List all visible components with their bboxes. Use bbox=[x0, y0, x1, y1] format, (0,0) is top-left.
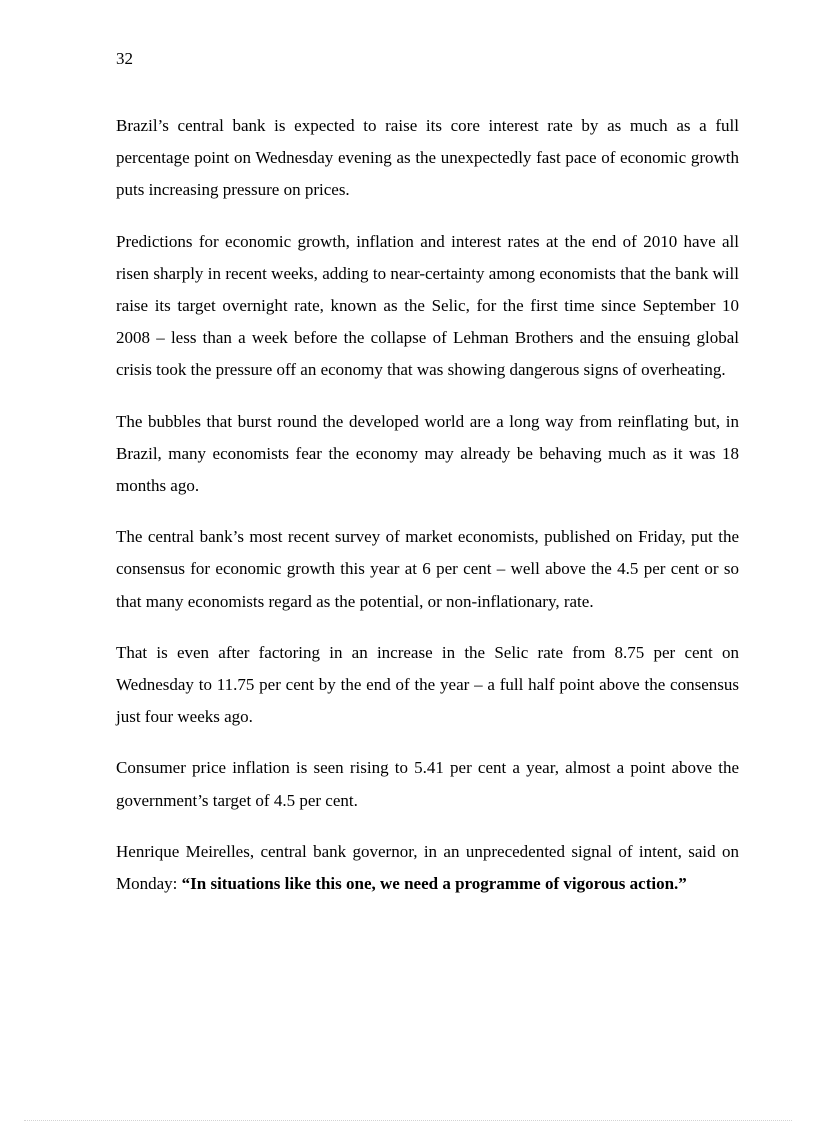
paragraph-meirelles-statement bbox=[116, 836, 739, 900]
paragraph-consumer-inflation: Consumer price inflation is seen rising to 5.41 per cent a year, almost a point above the government’s target of 4.5 per cent. bbox=[116, 758, 739, 810]
paragraph-selic-increase: That is even after factoring in an increase in the Selic rate from 8.75 per cent on Wednesday to 11.75 per cent by the end of the year – a full half point above the consensus just four weeks ago. bbox=[116, 642, 739, 727]
paragraph-predictions: Predictions for economic growth, inflation and interest rates at the end of 2010 have all risen sharply in recent weeks, adding to near-certainty among economists that the bank will raise its target overnight rate, known as the Selic, for the first time since September 10 2008 – less than a week before the collapse of Lehman Brothers and the ensuing global crisis took the pressure off an economy that was showing dangerous signs of overheating. bbox=[116, 231, 739, 380]
paragraph-survey: The central bank’s most recent survey of market economists, published on Friday, put the consensus for economic growth this year at 6 per cent – well above the 4.5 per cent or so that many economists regard as the potential, or non-inflationary, rate. bbox=[116, 527, 739, 611]
paragraph-central-bank-rate: Brazil’s central bank is expected to raise its core interest rate by as much as a full percentage point on Wednesday evening as the unexpectedly fast pace of economic growth puts increasing pressure on prices. bbox=[116, 116, 739, 200]
statement-quote: “In situations like this one, we need a programme of vigorous action.” bbox=[181, 874, 687, 894]
footer-dotted-rule bbox=[24, 1120, 792, 1121]
article-body bbox=[116, 110, 739, 919]
page-number: 32 bbox=[116, 49, 133, 68]
paragraph-bubbles: The bubbles that burst round the developed world are a long way from reinflating but, in Brazil, many economists fear the economy may already be behaving much as it was 18 months ago. bbox=[116, 411, 739, 496]
statement-intro: Henrique Meirelles, central bank governor, in an unprecedented signal of intent, said on Monday: bbox=[116, 841, 739, 894]
